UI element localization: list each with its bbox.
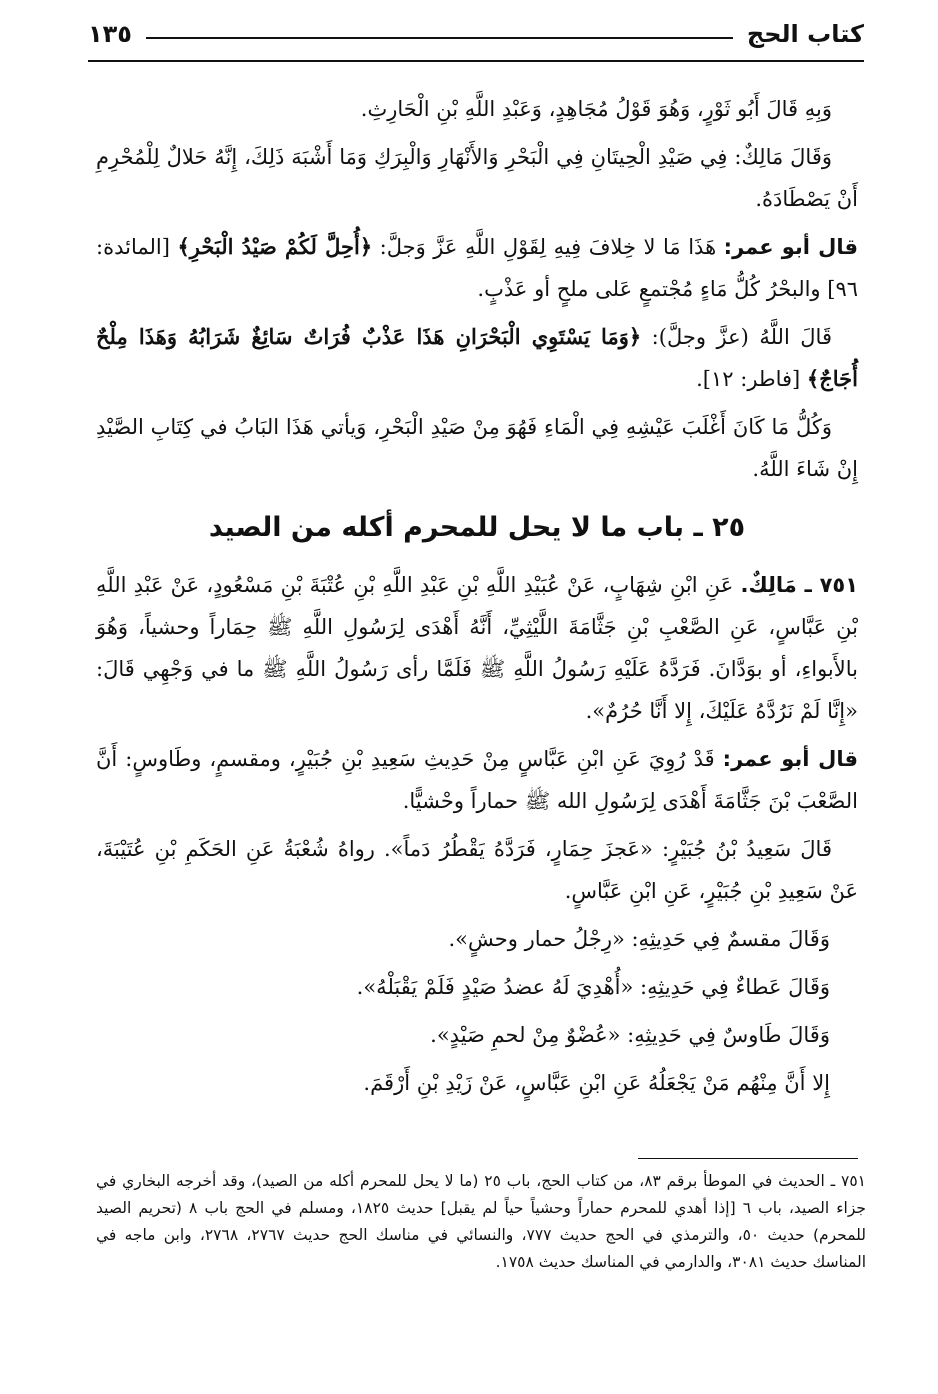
main-text <box>96 88 858 1110</box>
running-head <box>88 14 864 54</box>
quran-quote: ﴿أُحِلَّ لَكُمْ صَيْدُ الْبَحْرِ﴾ <box>177 234 373 259</box>
hadith-number: ٧٥١ ـ مَالِكٌ. <box>740 573 859 597</box>
paragraph-malik-fish: وَقَالَ مَالِكٌ: فِي صَيْدِ الْحِيتَانِ فِي الْبَحْرِ وَالأَنْهَارِ وَالْبِرَكِ وَمَا أَشْبَهَ ذَلِكَ، إِنَّهُ حَلالٌ لِلْمُحْرِمِ أَنْ يَصْطَادَهُ. <box>96 145 858 211</box>
speaker-label: قال أبو عمر: <box>723 235 858 259</box>
paragraph-text: قَدْ رُوِيَ عَنِ ابْنِ عَبَّاسٍ مِنْ حَدِيثِ سَعِيدِ بْنِ جُبَيْرٍ، ومقسمٍ، وطَاوسٍ: أَنَّ الصَّعْبَ بْنَ جَثَّامَةَ أَهْدَى لِرَسُولِ الله ﷺ حماراً وحْشيًّا. <box>96 747 858 813</box>
paragraph-miqsam: وَقَالَ مقسمٌ فِي حَدِيثِهِ: «رِجْلُ حمار وحشٍ». <box>448 927 830 951</box>
paragraph-zayd-ibn-arqam: إِلا أَنَّ مِنْهُم مَنْ يَجْعَلُهُ عَنِ ابْنِ عَبَّاسٍ، عَنْ زَيْدِ بْنِ أَرْقَمَ. <box>363 1071 830 1095</box>
paragraph-text: قَالَ اللَّهُ (عزَّ وجلَّ): <box>641 325 832 349</box>
paragraph-ata: وَقَالَ عَطاءٌ فِي حَدِيثِهِ: «أُهْدِيَ لَهُ عضدُ صَيْدٍ فَلَمْ يَقْبَلْهُ». <box>356 975 830 999</box>
paragraph-text: [المائدة: ٩٦] والبحْرُ كُلُّ مَاءٍ مُجْتمعٍ عَلى ملحٍ أو عَذْبٍ. <box>96 235 858 301</box>
chapter-heading: ٢٥ ـ باب ما لا يحل للمحرم أكله من الصيد <box>208 512 746 543</box>
paragraph-abu-umar-narrations <box>96 738 858 822</box>
paragraph-tawus: وَقَالَ طَاوسٌ فِي حَدِيثِهِ: «عُضْوٌ مِنْ لحمِ صَيْدٍ». <box>430 1023 830 1047</box>
footnote-divider <box>638 1158 858 1159</box>
paragraph-water-creatures: وَكُلُّ مَا كَانَ أَغْلَبَ عَيْشِهِ فِي الْمَاءِ فَهُوَ مِنْ صَيْدِ الْبَحْرِ، وَيأتي هَذَا البَابُ في كِتَابِ الصَّيْدِ إِنْ شَاءَ اللَّهُ. <box>96 415 858 481</box>
paragraph-text: [فاطر: ١٢]. <box>696 367 807 391</box>
hadith-751 <box>96 564 858 732</box>
paragraph-said-ibn-jubayr: قَالَ سَعِيدُ بْنُ جُبَيْرٍ: «عَجزَ حِمَارٍ، فَرَدَّهُ يَقْطُرُ دَماً». رواهُ شُعْبَةُ عَنِ الحَكَمِ بْنِ عُتَيْبَةَ، عَنْ سَعِيدِ بْنِ جُبَيْرٍ، عَنِ ابْنِ عَبَّاسٍ. <box>96 837 858 903</box>
paragraph-two-seas <box>96 316 858 400</box>
hadith-text: عَنِ ابْنِ شِهَابٍ، عَنْ عُبَيْدِ اللَّهِ بْنِ عَبْدِ اللَّهِ بْنِ عُتْبَةَ بْنِ مَسْعُودٍ، عَنْ عَبْدِ اللَّهِ بْنِ عَبَّاسٍ، عَنِ الصَّعْبِ بْنِ جَثَّامَةَ اللَّيْثِيِّ، أَنَّهُ أَهْدَى لِرَسُولِ اللَّهِ ﷺ حِمَاراً وحشياً، وَهُوَ بالأَبواءِ، أو بوَدَّانَ. فَرَدَّهُ عَلَيْهِ رَسُولُ اللَّهِ ﷺ فَلَمَّا رأى رَسُولُ اللَّهِ ﷺ ما في وَجْهِي قَالَ: «إِنَّا لَمْ نَرُدَّهُ عَلَيْكَ، إِلا أَنَّا حُرُمٌ». <box>96 573 858 723</box>
paragraph-text: هَذَا مَا لا خِلافَ فِيهِ لِقَوْلِ اللَّهِ عَزَّ وَجلَّ: <box>372 235 724 259</box>
page-number: ١٣٥ <box>88 20 132 48</box>
running-head-rule <box>146 37 733 39</box>
paragraph-abu-thawr: وَبِهِ قَالَ أَبُو ثَوْرٍ، وَهُوَ قَوْلُ مُجَاهِدٍ، وَعَبْدِ اللَّهِ بْنِ الْحَارِثِ. <box>360 97 832 121</box>
footnote: ٧٥١ ـ الحديث في الموطأ برقم ٨٣، من كتاب الحج، باب ٢٥ (ما لا يحل للمحرم أكله من الصيد)، وقد أخرجه البخاري في جزاء الصيد، باب ٦ [إذا أهدي للمحرم حماراً وحشياً حياً لم يقبل] حديث ١٨٢٥، ومسلم في الحج باب ٨ (تحريم الصيد للمحرم) حديث ٥٠، والترمذي في الحج حديث ٧٧٧، والنسائي في مناسك الحج حديث ٢٧٦٧، ٢٧٦٨، وابن ماجه في المناسك حديث ٣٠٨١، والدارمي في المناسك حديث ١٧٥٨. <box>96 1172 867 1271</box>
paragraph-abu-umar-sea <box>96 226 858 310</box>
header-divider <box>88 60 864 62</box>
running-head-title: كتاب الحج <box>746 20 864 48</box>
speaker-label: قال أبو عمر: <box>722 747 858 771</box>
quran-quote: ﴿وَمَا يَسْتَوِي الْبَحْرَانِ هَذَا عَذْبٌ فُرَاتٌ سَائِغٌ شَرَابُهُ وَهَذَا مِلْحٌ أُجَاجٌ﴾ <box>96 324 858 391</box>
